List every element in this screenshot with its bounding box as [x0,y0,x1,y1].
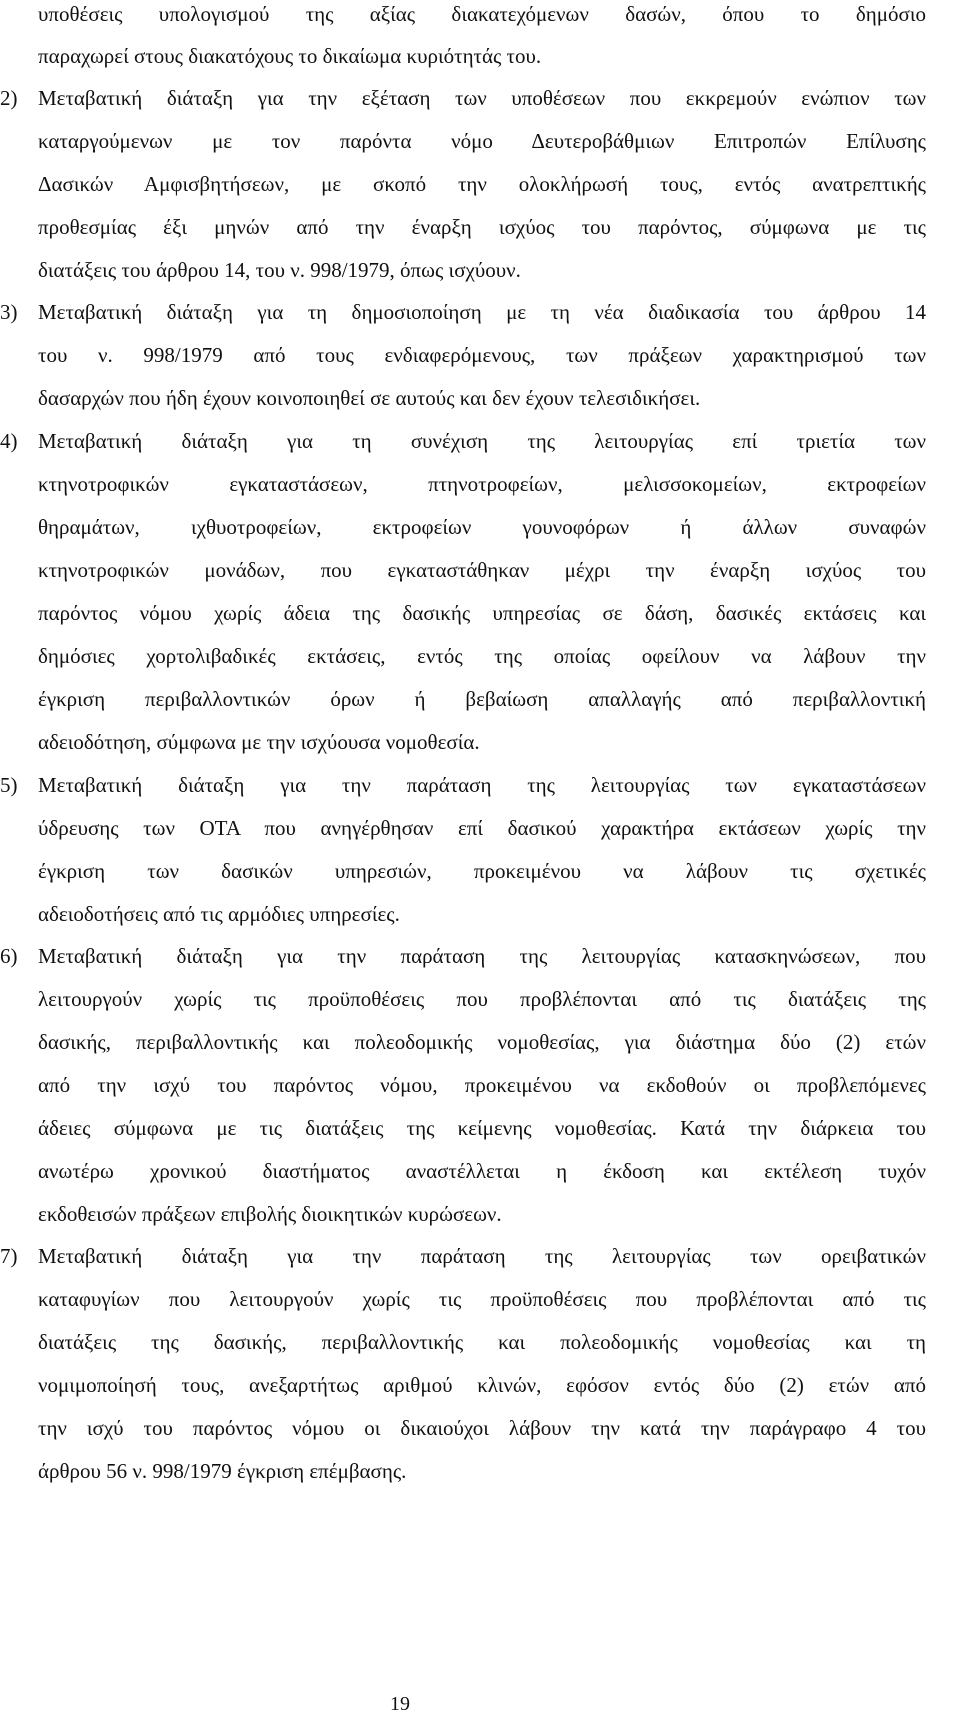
item-line: του ν. 998/1979 από τους ενδιαφερόμενους, των πράξεων χαρακτηρισμού των [38,343,926,367]
item-line: Μεταβατική διάταξη για την παράταση της λειτουργίας των ορειβατικών [38,1244,926,1268]
item-line: θηραμάτων, ιχθυοτροφείων, εκτροφείων γουνοφόρων ή άλλων συναφών [38,515,926,539]
item-line: Δασικών Αμφισβητήσεων, με σκοπό την ολοκλήρωσή τους, εντός ανατρεπτικής [38,172,926,196]
item-number: 5) [0,773,18,797]
item-line: προθεσμίας έξι μηνών από την έναρξη ισχύος του παρόντος, σύμφωνα με τις [38,215,926,239]
item-line: αδειοδότηση, σύμφωνα με την ισχύουσα νομοθεσία. [38,730,480,754]
item-line: παρόντος νόμου χωρίς άδεια της δασικής υπηρεσίας σε δάση, δασικές εκτάσεις και [38,601,926,625]
item-number: 6) [0,944,18,968]
item-number: 2) [0,86,18,110]
item-line: έγκριση των δασικών υπηρεσιών, προκειμένου να λάβουν τις σχετικές [38,859,926,883]
item-number: 7) [0,1244,18,1268]
item-line: άδειες σύμφωνα με τις διατάξεις της κείμενης νομοθεσίας. Κατά την διάρκεια του [38,1116,926,1140]
item-line: ύδρευσης των ΟΤΑ που ανηγέρθησαν επί δασικού χαρακτήρα εκτάσεων χωρίς την [38,816,926,840]
item-line: ανωτέρω χρονικού διαστήματος αναστέλλεται η έκδοση και εκτέλεση τυχόν [38,1159,926,1183]
item-line: νομιμοποίησή τους, ανεξαρτήτως αριθμού κλινών, εφόσον εντός δύο (2) ετών από [38,1373,926,1397]
item-line: αδειοδοτήσεις από τις αρμόδιες υπηρεσίες. [38,902,400,926]
item-line: άρθρου 56 ν. 998/1979 έγκριση επέμβασης. [38,1459,407,1483]
item-line: έγκριση περιβαλλοντικών όρων ή βεβαίωση απαλλαγής από περιβαλλοντική [38,687,926,711]
item-line: καταργούμενων με τον παρόντα νόμο Δευτεροβάθμιων Επιτροπών Επίλυσης [38,129,926,153]
item-line: δασικής, περιβαλλοντικής και πολεοδομικής νομοθεσίας, για διάστημα δύο (2) ετών [38,1030,926,1054]
item-line: δασαρχών που ήδη έχουν κοινοποιηθεί σε αυτούς και δεν έχουν τελεσιδικήσει. [38,386,701,410]
item-line: Μεταβατική διάταξη για την εξέταση των υποθέσεων που εκκρεμούν ενώπιον των [38,86,926,110]
intro-line: υποθέσεις υπολογισμού της αξίας διακατεχόμενων δασών, όπου το δημόσιο [38,2,926,26]
item-line: Μεταβατική διάταξη για τη δημοσιοποίηση με τη νέα διαδικασία του άρθρου 14 [38,300,926,324]
intro-line: παραχωρεί στους διακατόχους το δικαίωμα κυριότητάς του. [38,44,542,68]
item-line: την ισχύ του παρόντος νόμου οι δικαιούχοι λάβουν την κατά την παράγραφο 4 του [38,1416,926,1440]
item-line: κτηνοτροφικών εγκαταστάσεων, πτηνοτροφείων, μελισσοκομείων, εκτροφείων [38,472,926,496]
item-number: 4) [0,429,18,453]
item-line: από την ισχύ του παρόντος νόμου, προκειμένου να εκδοθούν οι προβλεπόμενες [38,1073,926,1097]
item-line: δημόσιες χορτολιβαδικές εκτάσεις, εντός της οποίας οφείλουν να λάβουν την [38,644,926,668]
item-line: Μεταβατική διάταξη για την παράταση της λειτουργίας των εγκαταστάσεων [38,773,926,797]
item-line: καταφυγίων που λειτουργούν χωρίς τις προϋποθέσεις που προβλέπονται από τις [38,1287,926,1311]
item-line: εκδοθεισών πράξεων επιβολής διοικητικών κυρώσεων. [38,1202,502,1226]
item-number: 3) [0,300,18,324]
item-line: Μεταβατική διάταξη για τη συνέχιση της λειτουργίας επί τριετία των [38,429,926,453]
item-line: διατάξεις του άρθρου 14, του ν. 998/1979, όπως ισχύουν. [38,258,521,282]
item-line: λειτουργούν χωρίς τις προϋποθέσεις που προβλέπονται από τις διατάξεις της [38,987,926,1011]
item-line: Μεταβατική διάταξη για την παράταση της λειτουργίας κατασκηνώσεων, που [38,944,926,968]
item-line: κτηνοτροφικών μονάδων, που εγκαταστάθηκαν μέχρι την έναρξη ισχύος του [38,558,926,582]
page-number: 19 [390,1693,410,1715]
item-line: διατάξεις της δασικής, περιβαλλοντικής και πολεοδομικής νομοθεσίας και τη [38,1330,926,1354]
